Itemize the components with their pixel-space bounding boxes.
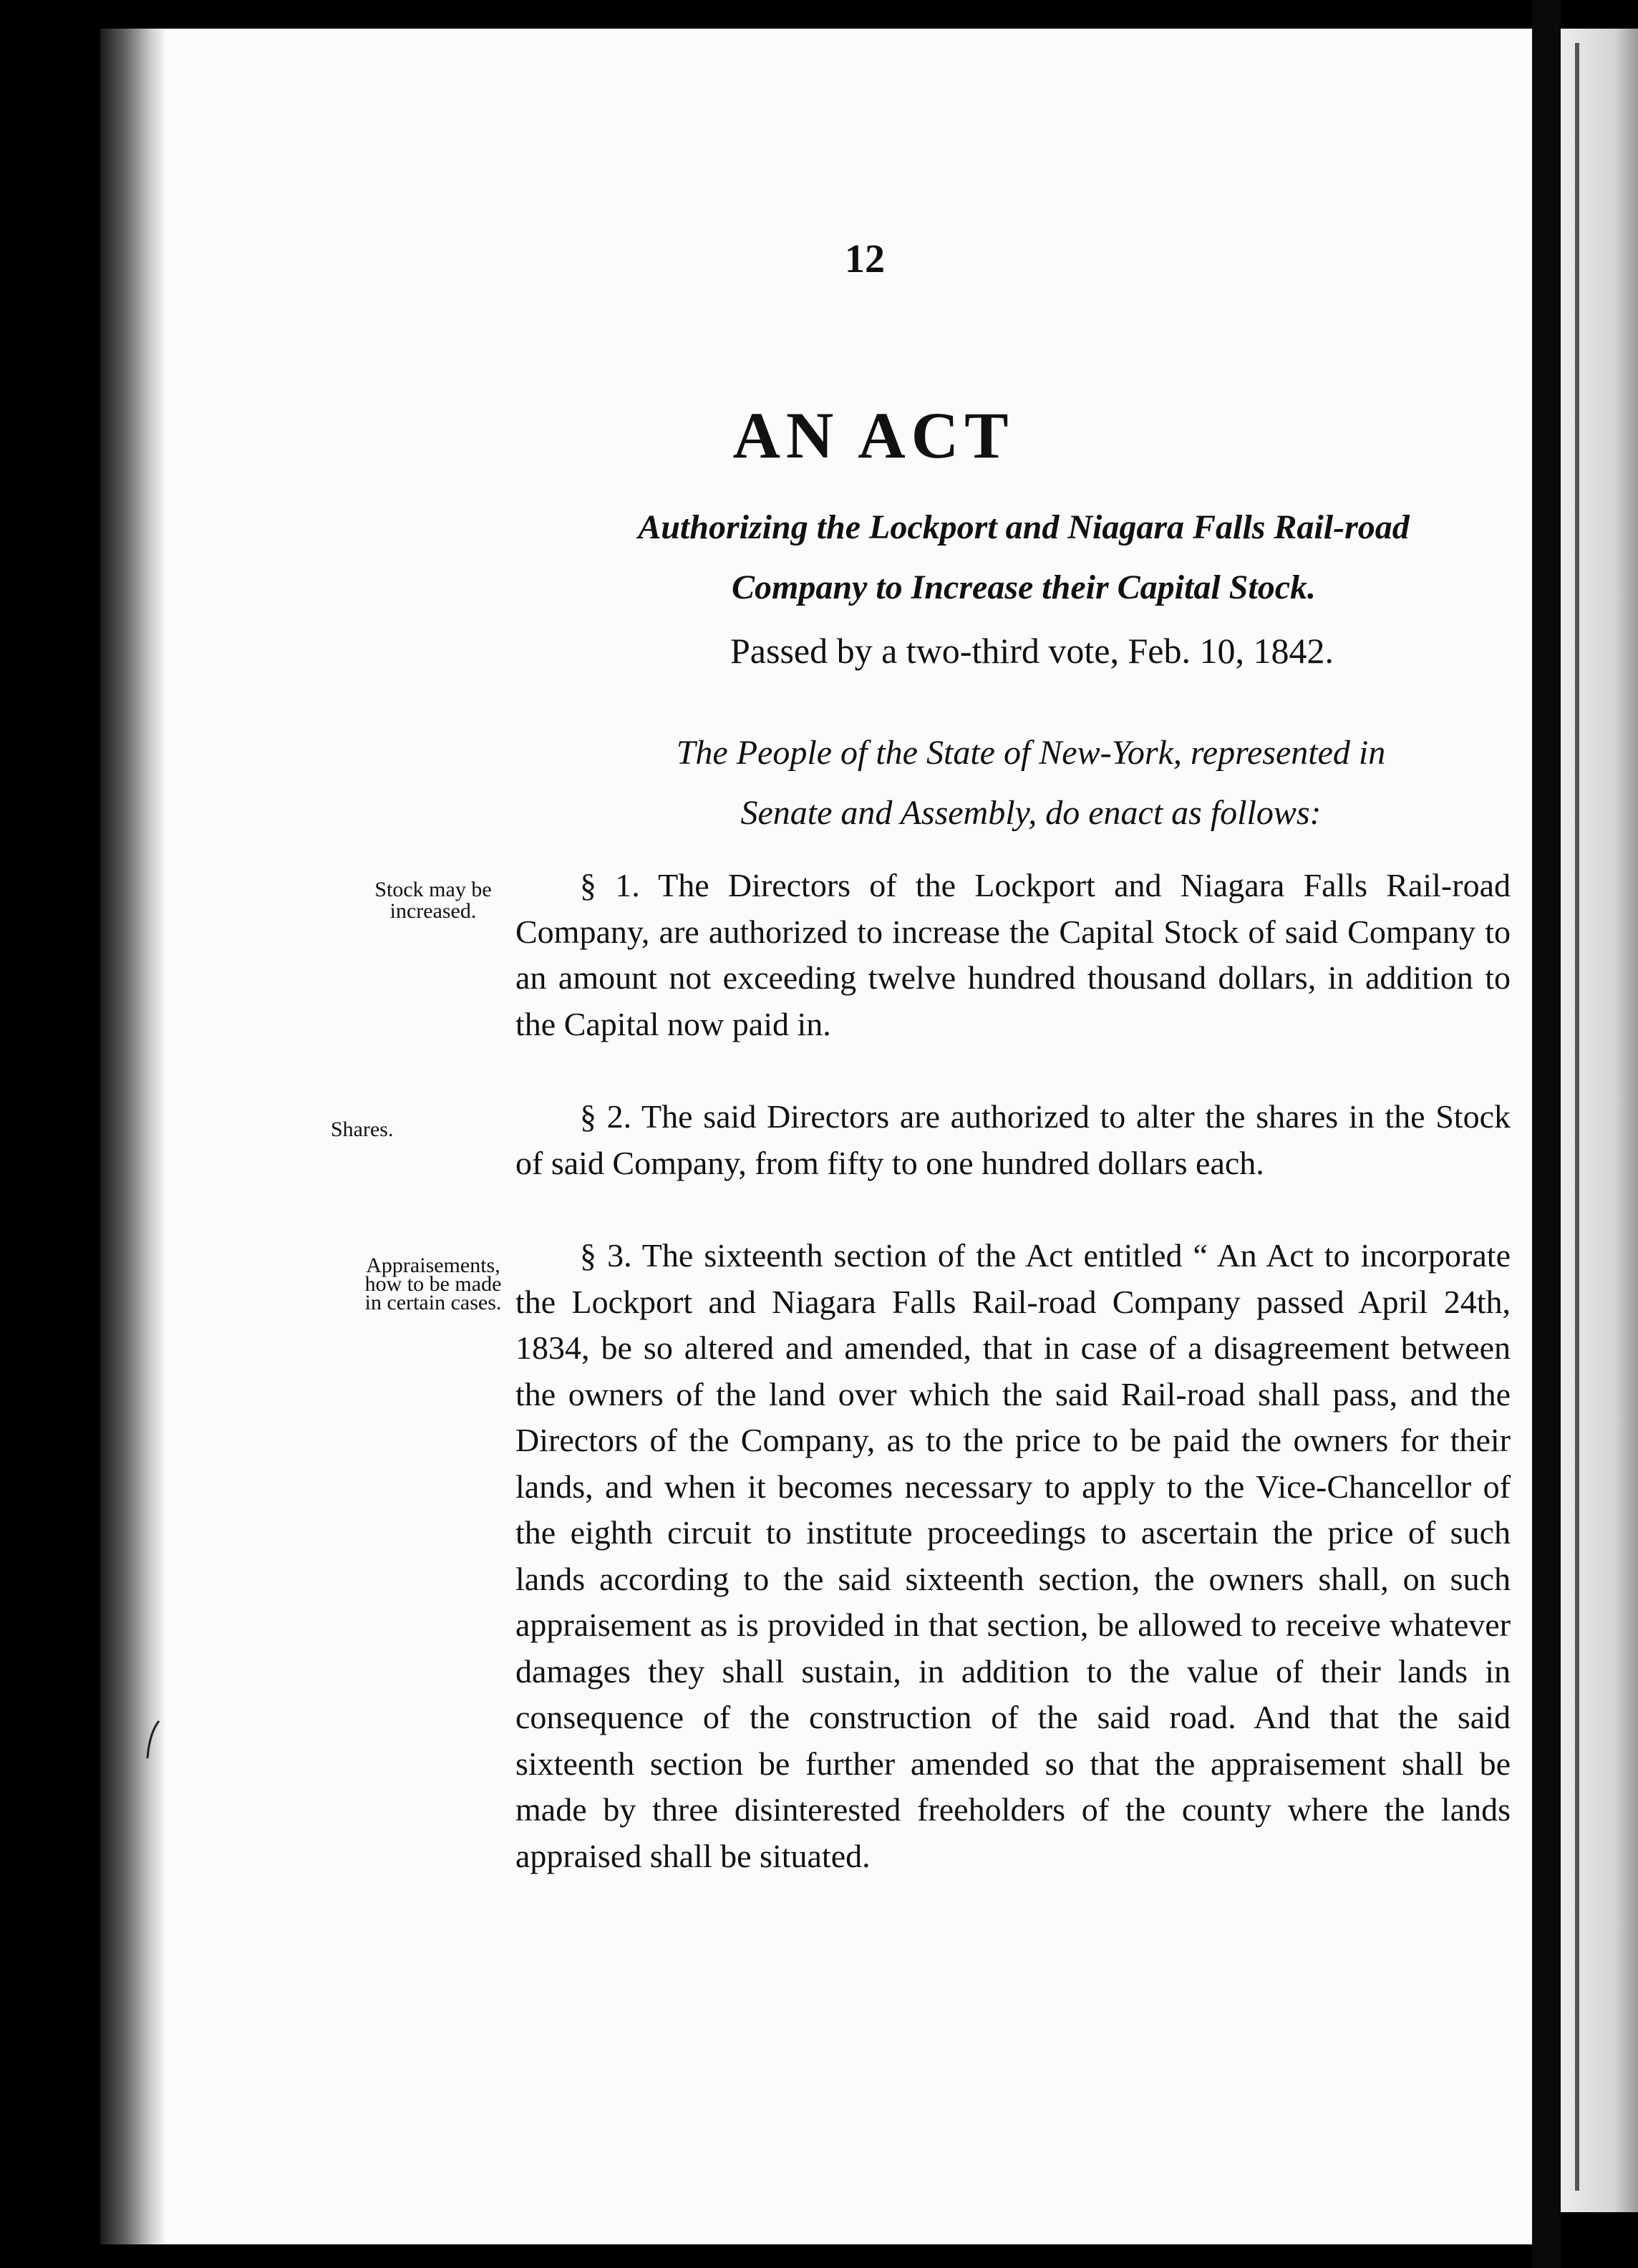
enacting-line-1: The People of the State of New-York, represented in: [676, 734, 1386, 772]
section-2: [515, 1094, 1511, 1186]
section-2-text: § 2. The said Directors are authorized to alter the shares in the Stock of said Company, from fifty to one hundred dollars each.: [515, 1098, 1511, 1181]
passed-line: Passed by a two-third vote, Feb. 10, 1842.: [730, 631, 1334, 671]
adjacent-page-shadow: [1575, 43, 1579, 2191]
margin-note-stock-line-1: Stock may be: [374, 878, 492, 901]
margin-note-appraisements-line-1: Appraisements,: [366, 1254, 500, 1277]
section-3-text: § 3. The sixteenth section of the Act entitled “ An Act to incorporate the Lockport and Niagara Falls Rail-road Company passed April 24th, 1834, be so altered and amended, that in case of a disagreement between the owners of the land over which the said Rail-road shall pass, and the Directors of the Company, as to the price to be paid the owners for their lands, and when it becomes necessary to apply to the Vice-Chancellor of the eighth circuit to institute proceedings to ascertain the price of such lands according to the said sixteenth section, the owners shall, on such appraisement as is provided in that section, be allowed to receive whatever damages they shall sustain, in addition to the value of their lands in consequence of the construction of the said road. And that the said sixteenth section be further amended so that the appraisement shall be made by three disinterested freeholders of the county where the lands appraised shall be situated.: [515, 1237, 1511, 1874]
subtitle-line-1: Authorizing the Lockport and Niagara Falls Rail-road: [638, 508, 1410, 546]
section-1: [515, 863, 1511, 1047]
binding-gutter: [100, 29, 165, 2244]
page-edge-shadow: [1532, 0, 1561, 2268]
enacting-line-2: Senate and Assembly, do enact as follows:: [740, 794, 1322, 832]
enacting-clause: [530, 723, 1532, 843]
section-1-text: § 1. The Directors of the Lockport and Niagara Falls Rail-road Company, are authorized to increase the Capital Stock of said Company to an amount not exceeding twelve hundred thousand dollars, in addition to the Capital now paid in.: [515, 867, 1511, 1042]
subtitle-line-2: Company to Increase their Capital Stock.: [731, 568, 1317, 606]
margin-note-appraisements-line-3: in certain cases.: [364, 1291, 502, 1314]
margin-note-appraisements-line-2: how to be made: [364, 1272, 502, 1296]
act-subtitle: [515, 498, 1532, 618]
scanned-page: [100, 29, 1532, 2244]
adjacent-page: [1561, 29, 1638, 2212]
act-title: AN ACT: [732, 399, 1014, 472]
section-3: [515, 1233, 1511, 1879]
margin-note-stock-line-2: increased.: [389, 899, 477, 923]
page-number: 12: [845, 237, 885, 281]
margin-note-shares: Shares.: [331, 1118, 394, 1141]
pencil-mark: [143, 1718, 165, 1761]
